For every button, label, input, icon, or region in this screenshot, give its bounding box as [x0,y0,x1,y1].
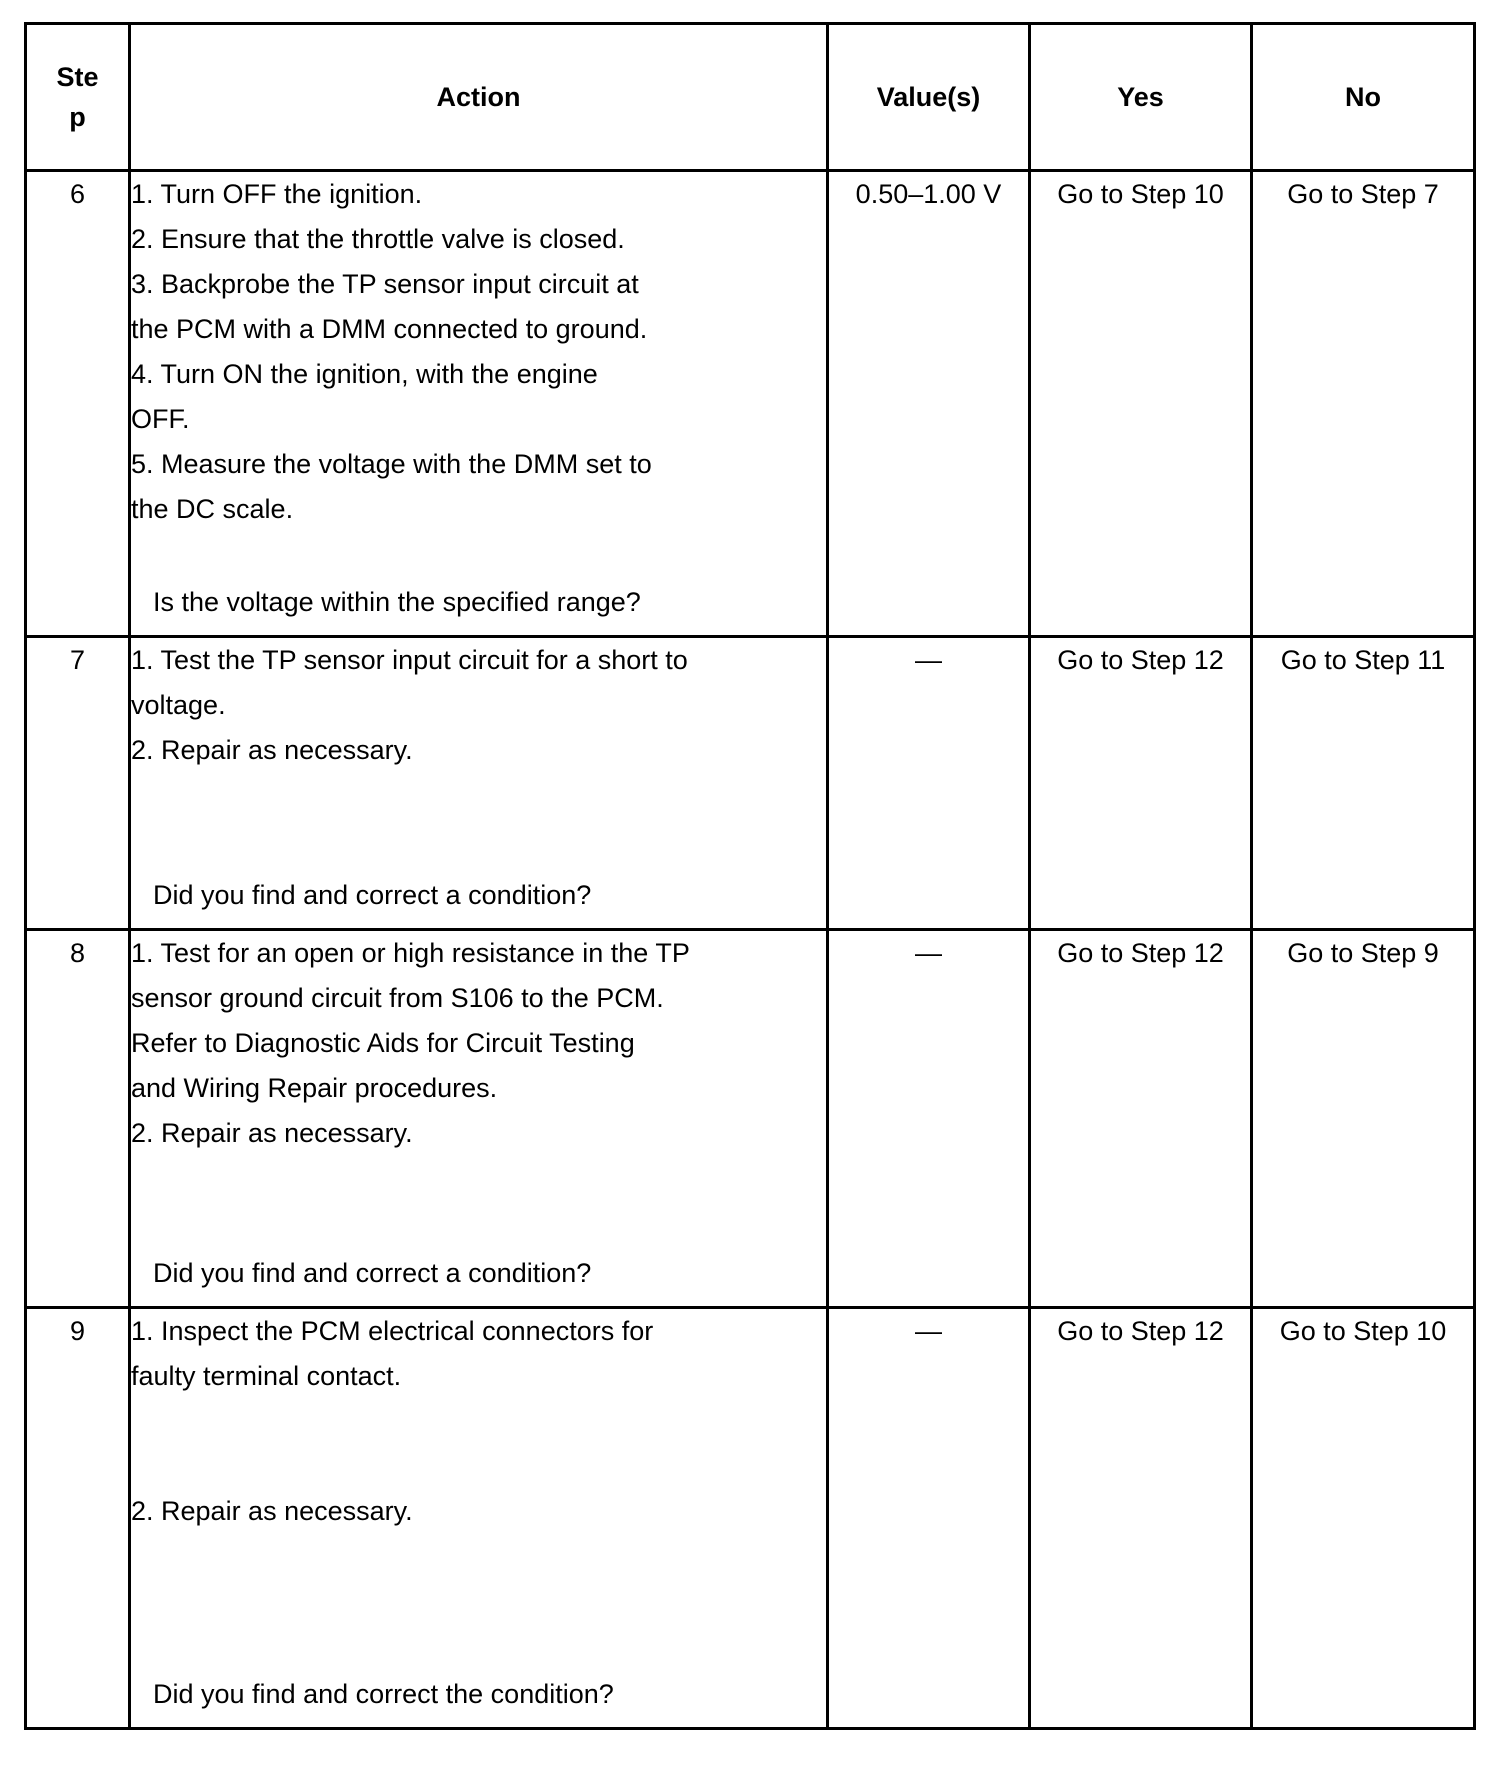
value-text: — [915,938,942,968]
spacer [131,1399,826,1489]
value-cell [828,930,1030,1308]
action-line: 2. Repair as necessary. [131,735,413,765]
action-line: 4. Turn ON the ignition, with the engine [131,359,598,389]
no-cell [1252,171,1475,637]
action-line: 2. Repair as necessary. [131,1496,413,1526]
action-cell [130,637,828,930]
yes-target: Go to Step 12 [1057,1316,1224,1346]
step-number: 7 [26,637,130,930]
action-line: the PCM with a DMM connected to ground. [131,314,648,344]
value-cell [828,171,1030,637]
action-line: sensor ground circuit from S106 to the PCM. [131,983,664,1013]
yes-cell [1030,930,1252,1308]
table-row [26,637,1475,930]
no-target: Go to Step 10 [1279,1316,1447,1346]
action-line: voltage. [131,690,226,720]
header-values: Value(s) [828,24,1030,171]
action-line: OFF. [131,404,190,434]
action-cell [130,1308,828,1729]
action-line: 2. Ensure that the throttle valve is closed. [131,224,625,254]
value-text: — [915,645,942,675]
no-cell [1252,637,1475,930]
table-row [26,171,1475,637]
action-question: Did you find and correct a condition? [153,1258,592,1288]
action-line: 1. Test for an open or high resistance in the TP [131,938,690,968]
action-question: Did you find and correct the condition? [153,1679,614,1709]
value-cell [828,1308,1030,1729]
step-number: 9 [26,1308,130,1729]
header-row [26,24,1475,171]
action-line: the DC scale. [131,494,294,524]
header-no: No [1252,24,1475,171]
action-line: 1. Turn OFF the ignition. [131,179,423,209]
header-yes: Yes [1030,24,1252,171]
action-line: Refer to Diagnostic Aids for Circuit Testing [131,1028,635,1058]
action-question: Did you find and correct a condition? [153,880,592,910]
yes-cell [1030,171,1252,637]
no-target: Go to Step 7 [1287,179,1439,209]
yes-target: Go to Step 10 [1057,179,1224,209]
no-cell [1252,1308,1475,1729]
value-text: — [915,1316,942,1346]
yes-cell [1030,1308,1252,1729]
action-line: faulty terminal contact. [131,1361,402,1391]
action-cell [130,930,828,1308]
table-row [26,1308,1475,1729]
action-line: 1. Inspect the PCM electrical connectors for [131,1316,654,1346]
header-step: Step [26,24,130,171]
diagnostic-table [24,22,1476,1730]
no-target: Go to Step 11 [1280,645,1446,675]
action-line: 3. Backprobe the TP sensor input circuit at [131,269,639,299]
step-number: 6 [26,171,130,637]
action-line: 2. Repair as necessary. [131,1118,413,1148]
action-line: 1. Test the TP sensor input circuit for a short to [131,645,688,675]
action-cell [130,171,828,637]
yes-cell [1030,637,1252,930]
no-cell [1252,930,1475,1308]
action-question: Is the voltage within the specified range? [153,587,641,617]
action-line: 5. Measure the voltage with the DMM set to [131,449,652,479]
table-row [26,930,1475,1308]
value-text: 0.50–1.00 V [855,179,1002,209]
value-cell [828,637,1030,930]
header-action: Action [130,24,828,171]
action-line: and Wiring Repair procedures. [131,1073,498,1103]
yes-target: Go to Step 12 [1057,938,1224,968]
step-number: 8 [26,930,130,1308]
yes-target: Go to Step 12 [1057,645,1224,675]
no-target: Go to Step 9 [1287,938,1439,968]
